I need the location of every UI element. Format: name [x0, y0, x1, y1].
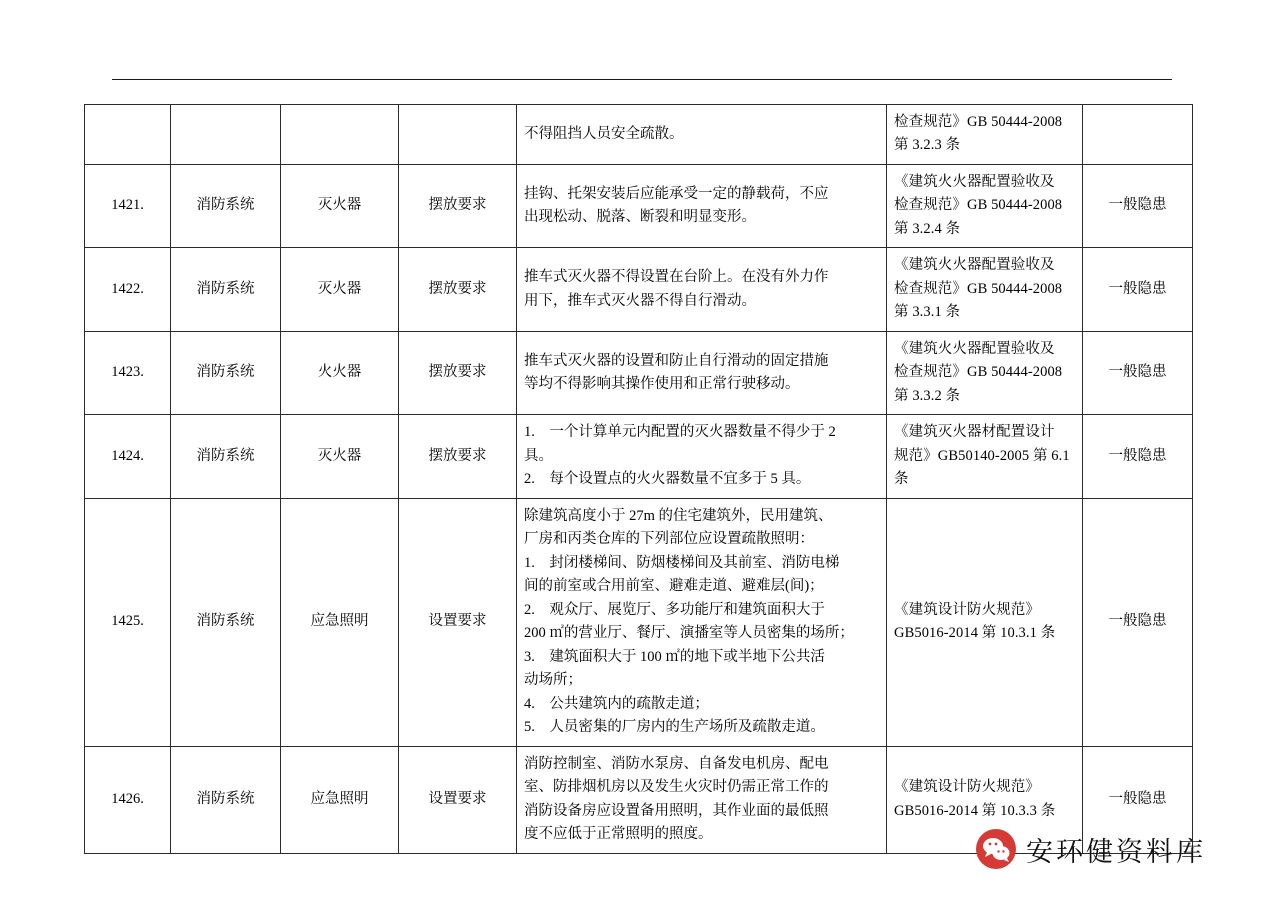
cell-number: 1426. — [85, 746, 171, 853]
description-lines — [524, 421, 879, 491]
cell-system: 消防系统 — [171, 164, 281, 247]
description-line: 推车式灭火器的设置和防止自行滑动的固定措施 — [524, 352, 829, 369]
standard-line: 《建筑设计防火规范》 — [894, 779, 1040, 796]
description-line: 动场所； — [524, 672, 582, 689]
cell-number: 1422. — [85, 248, 171, 331]
cell-requirement: 设置要求 — [399, 746, 517, 853]
cell-system: 消防系统 — [171, 415, 281, 498]
standard-line: 第 3.3.2 条 — [894, 387, 961, 404]
standard-lines — [894, 599, 1075, 646]
cell-system: 消防系统 — [171, 248, 281, 331]
cell-description — [517, 105, 887, 165]
standard-line: 《建筑火火器配置验收及 — [894, 257, 1055, 274]
cell-description — [517, 164, 887, 247]
standard-line: 《建筑设计防火规范》 — [894, 601, 1040, 618]
wechat-icon — [976, 829, 1016, 869]
description-lines — [524, 183, 879, 230]
description-line: 除建筑高度小于 27m 的住宅建筑外，民用建筑、 — [524, 507, 833, 524]
cell-description — [517, 746, 887, 853]
standard-line: GB5016-2014 第 10.3.3 条 — [894, 802, 1056, 819]
description-line: 1. 封闭楼梯间、防烟楼梯间及其前室、消防电梯 — [524, 554, 840, 571]
standard-lines — [894, 776, 1075, 823]
inspection-standards-table — [84, 104, 1193, 854]
description-lines — [524, 505, 879, 740]
cell-requirement: 摆放要求 — [399, 415, 517, 498]
description-lines — [524, 266, 879, 313]
description-line: 4. 公共建筑内的疏散走道； — [524, 695, 709, 712]
cell-system: 消防系统 — [171, 331, 281, 414]
cell-system: 消防系统 — [171, 498, 281, 746]
cell-level: 一般隐患 — [1083, 248, 1193, 331]
cell-item: 灭火器 — [281, 164, 399, 247]
description-line: 消防设备房应设置备用照明，其作业面的最低照 — [524, 802, 829, 819]
cell-number: 1425. — [85, 498, 171, 746]
cell-description — [517, 498, 887, 746]
description-line: 1. 一个计算单元内配置的灭火器数量不得少于 2 — [524, 424, 836, 441]
cell-standard — [887, 415, 1083, 498]
description-line: 用下，推车式灭火器不得自行滑动。 — [524, 292, 756, 309]
cell-requirement: 摆放要求 — [399, 331, 517, 414]
standard-lines — [894, 111, 1075, 158]
standard-lines — [894, 338, 1075, 408]
standard-line: 检查规范》GB 50444-2008 — [894, 364, 1063, 381]
cell-level: 一般隐患 — [1083, 331, 1193, 414]
standard-lines — [894, 421, 1075, 491]
standard-line: 《建筑灭火器材配置设计 — [894, 424, 1055, 441]
standard-line: 第 3.2.4 条 — [894, 220, 961, 237]
cell-requirement: 摆放要求 — [399, 164, 517, 247]
cell-description — [517, 248, 887, 331]
cell-standard — [887, 498, 1083, 746]
cell-level: 一般隐患 — [1083, 415, 1193, 498]
cell-standard — [887, 331, 1083, 414]
description-lines — [524, 123, 879, 146]
description-lines — [524, 350, 879, 397]
description-lines — [524, 753, 879, 847]
cell-requirement: 摆放要求 — [399, 248, 517, 331]
standard-lines — [894, 171, 1075, 241]
cell-level: 一般隐患 — [1083, 164, 1193, 247]
description-line: 挂钩、托架安装后应能承受一定的静载荷，不应 — [524, 185, 829, 202]
description-line: 推车式灭火器不得设置在台阶上。在没有外力作 — [524, 269, 829, 286]
cell-requirement: 设置要求 — [399, 498, 517, 746]
standard-line: 检查规范》GB 50444-2008 — [894, 280, 1063, 297]
cell-item: 火火器 — [281, 331, 399, 414]
standard-line: 条 — [894, 471, 909, 488]
cell-standard — [887, 164, 1083, 247]
description-line: 度不应低于正常照明的照度。 — [524, 826, 713, 843]
cell-item: 应急照明 — [281, 746, 399, 853]
header-divider-line — [112, 79, 1172, 80]
cell-item: 灭火器 — [281, 415, 399, 498]
table-row — [85, 105, 1193, 165]
cell-level: 一般隐患 — [1083, 746, 1193, 853]
description-line: 2. 观众厅、展览厅、多功能厅和建筑面积大于 — [524, 601, 825, 618]
cell-description — [517, 415, 887, 498]
cell-item — [281, 105, 399, 165]
description-line: 等均不得影响其操作使用和正常行驶移动。 — [524, 376, 800, 393]
standard-line: 检查规范》GB 50444-2008 — [894, 114, 1063, 130]
watermark-label: 安环健资料库 — [1026, 836, 1206, 867]
standard-line: 《建筑火火器配置验收及 — [894, 340, 1055, 357]
cell-level — [1083, 105, 1193, 165]
cell-description — [517, 331, 887, 414]
standard-line: GB5016-2014 第 10.3.1 条 — [894, 625, 1056, 642]
description-line: 不得阻挡人员安全疏散。 — [524, 125, 684, 142]
watermark — [976, 829, 1206, 869]
description-line: 厂房和丙类仓库的下列部位应设置疏散照明： — [524, 531, 814, 548]
cell-level: 一般隐患 — [1083, 498, 1193, 746]
cell-standard — [887, 248, 1083, 331]
description-line: 2. 每个设置点的火火器数量不宜多于 5 具。 — [524, 471, 811, 488]
description-line: 消防控制室、消防水泵房、自备发电机房、配电 — [524, 755, 829, 772]
cell-item: 应急照明 — [281, 498, 399, 746]
standard-line: 第 3.3.1 条 — [894, 304, 961, 321]
description-line: 3. 建筑面积大于 100 ㎡的地下或半地下公共活 — [524, 648, 825, 665]
cell-standard — [887, 105, 1083, 165]
description-line: 室、防排烟机房以及发生火灾时仍需正常工作的 — [524, 779, 829, 796]
cell-number: 1423. — [85, 331, 171, 414]
cell-requirement — [399, 105, 517, 165]
description-line: 间的前室或合用前室、避难走道、避难层(间)； — [524, 578, 824, 595]
description-line: 200 ㎡的营业厅、餐厅、演播室等人员密集的场所； — [524, 625, 854, 642]
description-line: 具。 — [524, 447, 553, 464]
description-line: 5. 人员密集的厂房内的生产场所及疏散走道。 — [524, 719, 825, 736]
table-row — [85, 164, 1193, 247]
standard-line: 《建筑火火器配置验收及 — [894, 173, 1055, 190]
cell-number — [85, 105, 171, 165]
standard-line: 检查规范》GB 50444-2008 — [894, 197, 1063, 214]
standard-line: 规范》GB50140-2005 第 6.1 — [894, 447, 1070, 464]
table-row — [85, 415, 1193, 498]
standard-lines — [894, 254, 1075, 324]
standard-line: 第 3.2.3 条 — [894, 137, 961, 154]
table-row — [85, 248, 1193, 331]
table-row — [85, 331, 1193, 414]
cell-number: 1424. — [85, 415, 171, 498]
cell-system: 消防系统 — [171, 746, 281, 853]
description-line: 出现松动、脱落、断裂和明显变形。 — [524, 209, 756, 226]
cell-system — [171, 105, 281, 165]
table-row — [85, 498, 1193, 746]
cell-item: 灭火器 — [281, 248, 399, 331]
cell-number: 1421. — [85, 164, 171, 247]
